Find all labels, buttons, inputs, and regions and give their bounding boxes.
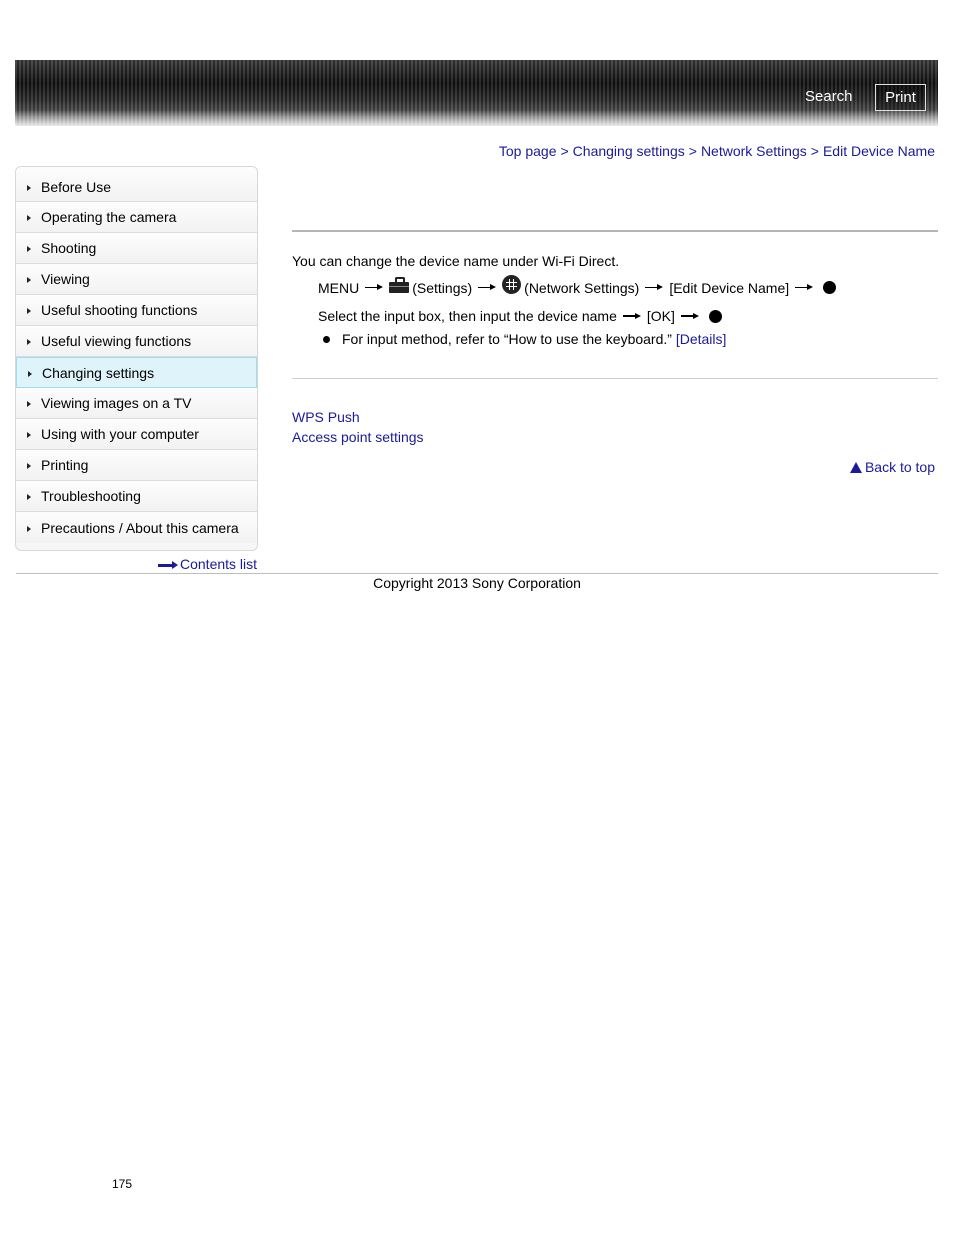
- sidebar-item-troubleshooting[interactable]: [16, 481, 257, 512]
- breadcrumb-separator: >: [810, 143, 819, 159]
- breadcrumb-top-page[interactable]: Top page: [498, 143, 557, 159]
- print-button[interactable]: Print: [875, 84, 926, 111]
- sidebar-nav: [15, 166, 258, 551]
- related-link-access-point-settings[interactable]: Access point settings: [292, 429, 424, 445]
- caret-right-icon: [27, 526, 31, 532]
- breadcrumb-edit-device-name[interactable]: Edit Device Name: [822, 143, 935, 159]
- settings-toolbox-icon: [389, 276, 409, 294]
- sidebar-item-label: Useful viewing functions: [41, 333, 192, 349]
- enter-button-icon: [823, 281, 836, 294]
- back-to-top-triangle-icon: [850, 462, 862, 473]
- sidebar-item-label: Troubleshooting: [41, 488, 141, 504]
- sidebar-item-precautions[interactable]: [16, 512, 257, 543]
- intro-text: You can change the device name under Wi-Fi Direct.: [292, 253, 620, 269]
- caret-right-icon: [27, 463, 31, 469]
- caret-right-icon: [27, 185, 31, 191]
- sidebar-item-using-with-your-computer[interactable]: [16, 419, 257, 450]
- sidebar-item-label: Before Use: [41, 179, 112, 195]
- header-fade: [15, 110, 938, 126]
- sidebar-item-changing-settings[interactable]: [16, 357, 257, 388]
- contents-list-link[interactable]: [158, 556, 257, 572]
- sidebar-item-label: Changing settings: [42, 364, 155, 381]
- caret-right-icon: [27, 246, 31, 252]
- input-step: [318, 308, 722, 324]
- network-settings-label: (Network Settings): [524, 279, 640, 296]
- breadcrumb-separator: >: [688, 143, 697, 159]
- details-link[interactable]: [Details]: [675, 331, 727, 347]
- title-divider: [292, 230, 938, 232]
- bullet-icon: [323, 336, 330, 343]
- arrow-icon: [365, 284, 383, 292]
- breadcrumb-separator: >: [560, 143, 569, 159]
- breadcrumb-changing-settings[interactable]: Changing settings: [572, 143, 685, 159]
- sidebar-item-viewing[interactable]: [16, 264, 257, 295]
- copyright-text: Copyright 2013 Sony Corporation: [373, 575, 581, 591]
- section-divider: [292, 378, 938, 379]
- back-to-top-label: Back to top: [864, 459, 935, 475]
- page-number: 175: [112, 1177, 133, 1191]
- settings-label: (Settings): [412, 279, 473, 296]
- sidebar-item-label: Viewing images on a TV: [41, 395, 192, 411]
- header-bar: [15, 60, 938, 126]
- footer-divider: [16, 573, 938, 574]
- caret-right-icon: [28, 371, 32, 377]
- network-globe-icon: [502, 275, 521, 294]
- related-link-wps-push[interactable]: WPS Push: [292, 409, 360, 425]
- caret-right-icon: [27, 494, 31, 500]
- sidebar-item-label: Operating the camera: [41, 209, 177, 225]
- caret-right-icon: [27, 401, 31, 407]
- sidebar-item-label: Printing: [41, 457, 89, 473]
- arrow-icon: [478, 284, 496, 292]
- sidebar-item-before-use[interactable]: [16, 167, 257, 202]
- input-instruction: Select the input box, then input the device name: [318, 308, 617, 324]
- caret-right-icon: [27, 308, 31, 314]
- caret-right-icon: [27, 339, 31, 345]
- ok-label: [OK]: [646, 308, 675, 324]
- breadcrumb-network-settings[interactable]: Network Settings: [700, 143, 807, 159]
- sidebar-item-label: Shooting: [41, 240, 97, 256]
- caret-right-icon: [27, 215, 31, 221]
- sidebar-item-label: Precautions / About this camera: [41, 519, 239, 536]
- sidebar-item-operating-the-camera[interactable]: [16, 202, 257, 233]
- caret-right-icon: [27, 432, 31, 438]
- breadcrumb: [499, 143, 935, 159]
- arrow-icon: [795, 284, 813, 292]
- arrow-icon: [645, 284, 663, 292]
- contents-list-label: Contents list: [180, 556, 258, 572]
- sidebar-item-label: Useful shooting functions: [41, 302, 198, 318]
- sidebar-item-viewing-images-on-a-tv[interactable]: [16, 388, 257, 419]
- enter-button-icon: [709, 310, 722, 323]
- arrow-icon: [681, 312, 699, 320]
- menu-label: MENU: [318, 279, 360, 296]
- caret-right-icon: [27, 277, 31, 283]
- sidebar-item-printing[interactable]: [16, 450, 257, 481]
- sidebar-item-useful-shooting-functions[interactable]: [16, 295, 257, 326]
- note-bullet: [323, 331, 726, 347]
- search-button[interactable]: Search: [805, 88, 853, 105]
- sidebar-item-useful-viewing-functions[interactable]: [16, 326, 257, 357]
- edit-device-name-label: [Edit Device Name]: [669, 279, 790, 296]
- sidebar-item-shooting[interactable]: [16, 233, 257, 264]
- note-text: For input method, refer to “How to use the keyboard.”: [342, 331, 672, 347]
- menu-path-step: [318, 278, 836, 297]
- sidebar-item-label: Using with your computer: [41, 426, 199, 442]
- back-to-top-link[interactable]: [850, 459, 935, 475]
- sidebar-item-label: Viewing: [41, 271, 90, 287]
- arrow-icon: [623, 312, 641, 320]
- arrow-right-icon: [158, 561, 178, 569]
